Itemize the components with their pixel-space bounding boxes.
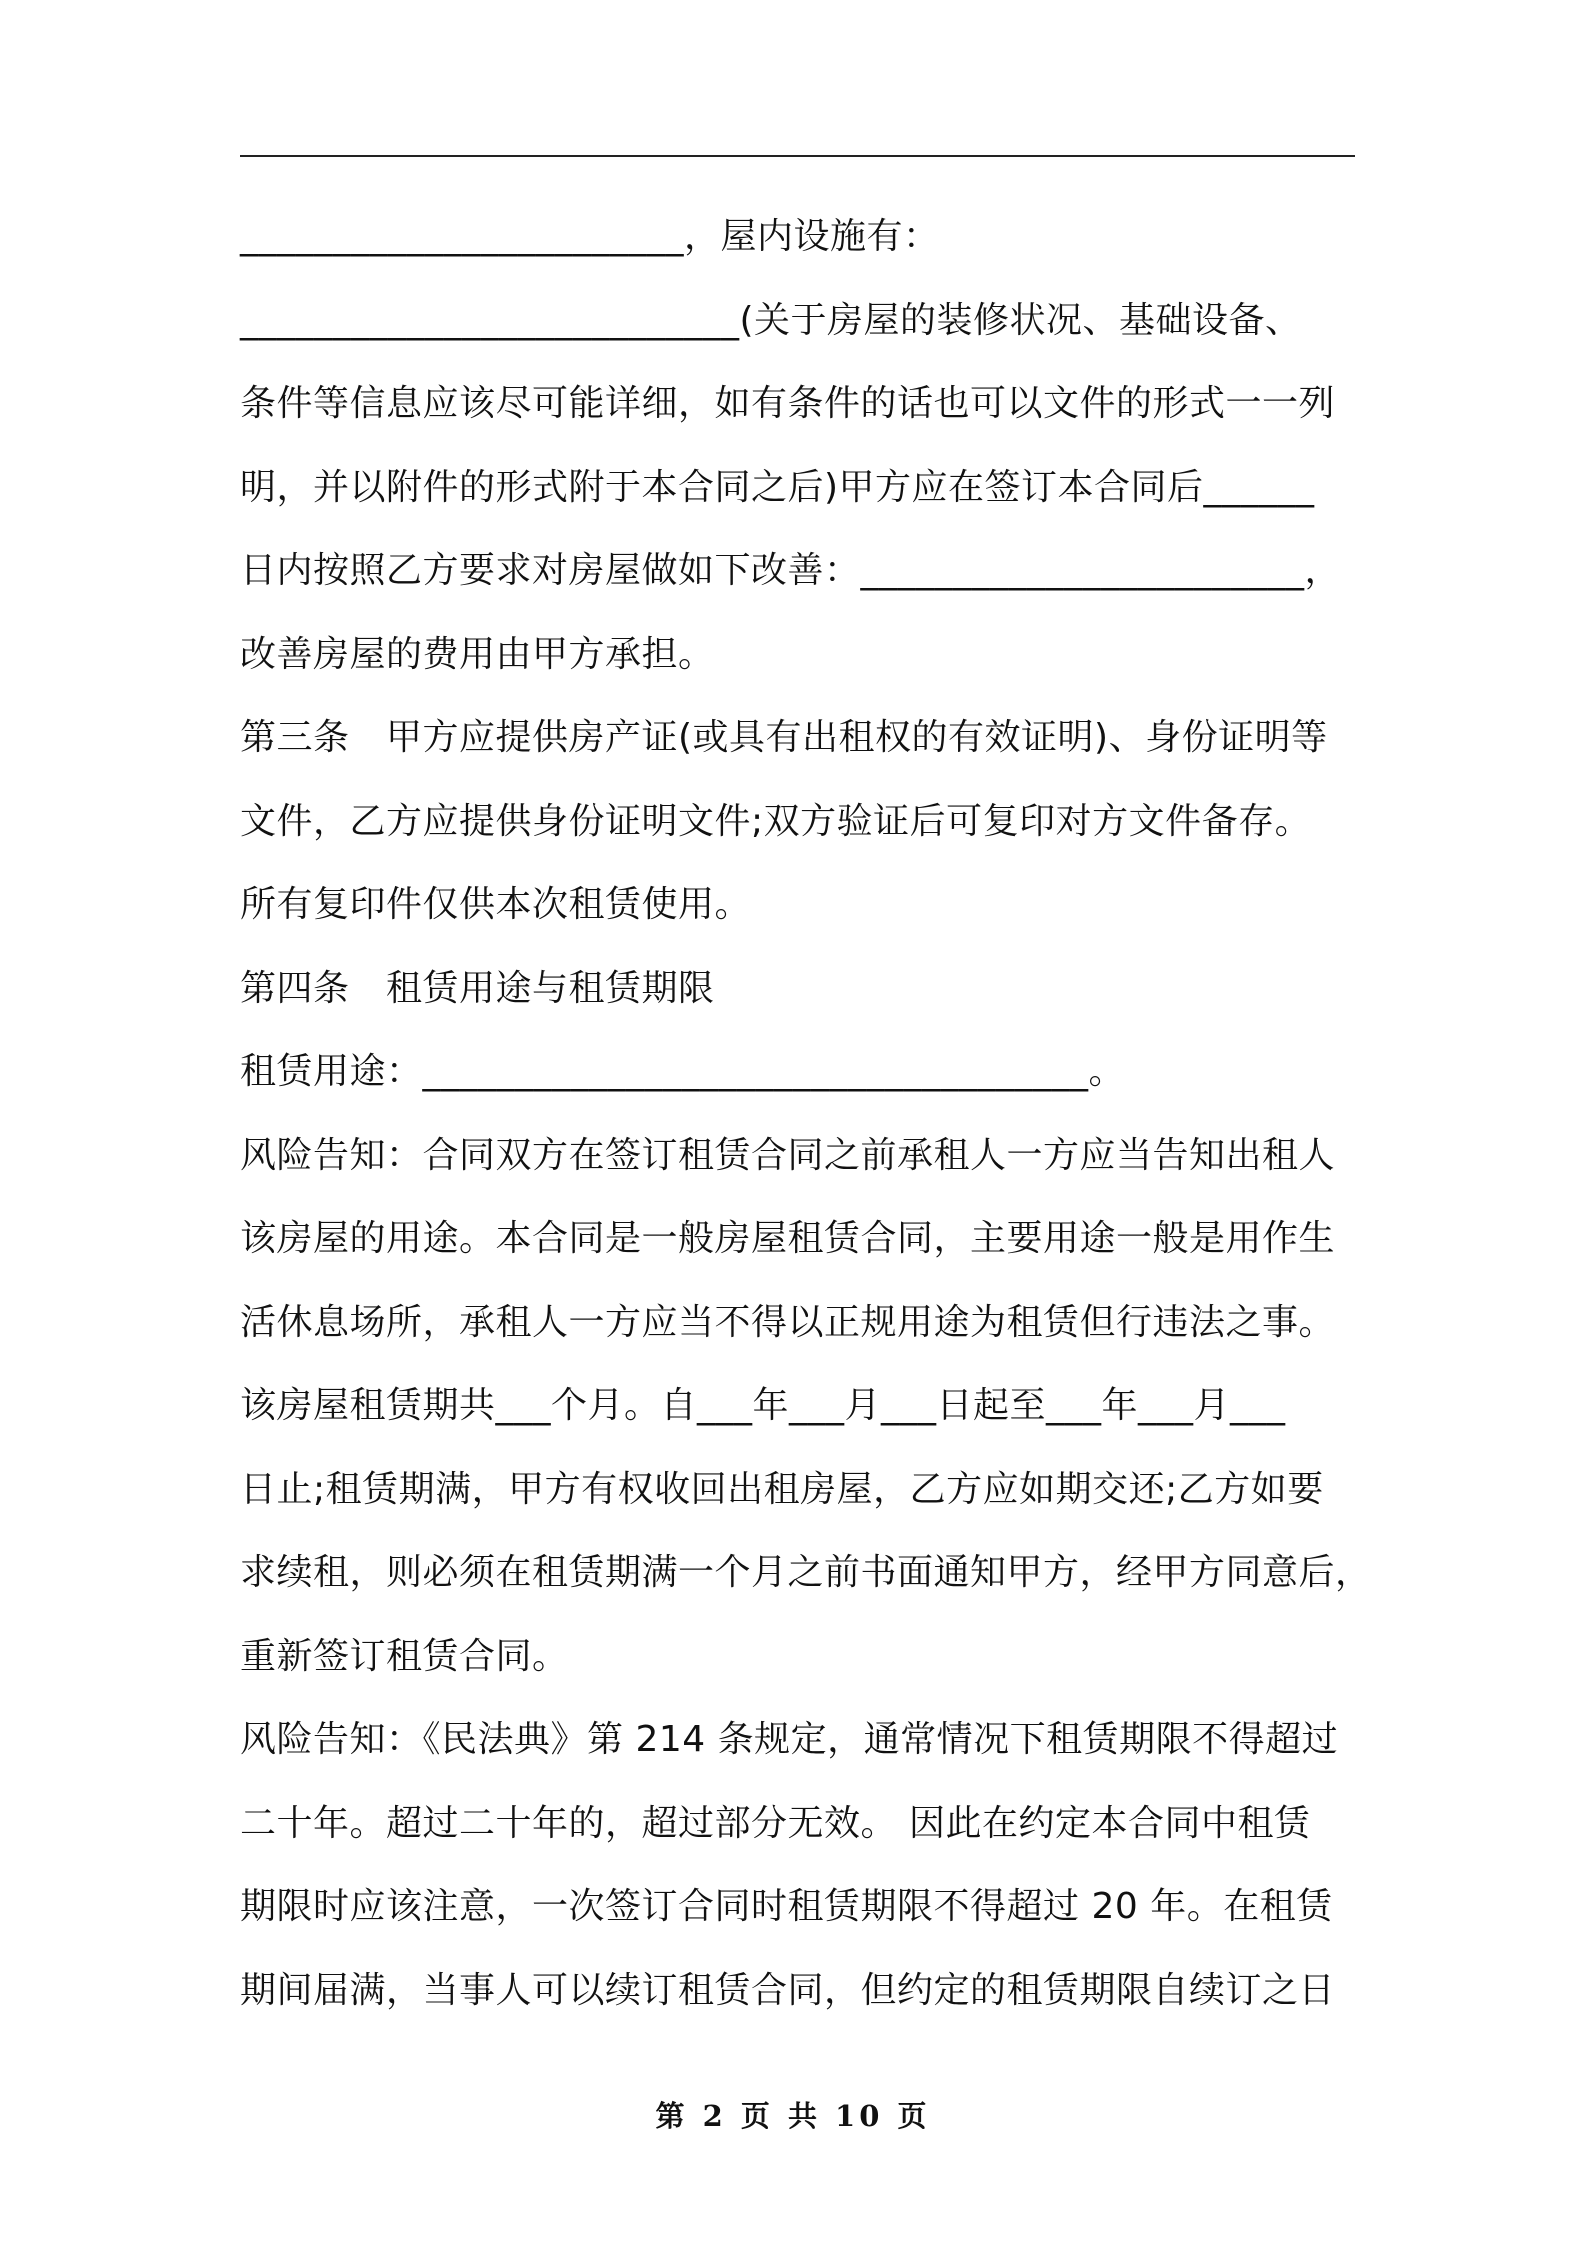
text-line: 二十年。超过二十年的，超过部分无效。 因此在约定本合同中租赁 bbox=[240, 1802, 1311, 1844]
text-line: 该房屋的用途。本合同是一般房屋租赁合同，主要用途一般是用作生 bbox=[240, 1218, 1336, 1259]
lease-purpose-line: 租赁用途：____________________________________。 bbox=[240, 1051, 1126, 1092]
text-line: ________________________，屋内设施有： bbox=[240, 216, 940, 257]
text-line: 活休息场所，承租人一方应当不得以正规用途为租赁但行违法之事。 bbox=[240, 1301, 1336, 1343]
text-line: 改善房屋的费用由甲方承担。 bbox=[240, 633, 715, 675]
article-4-heading: 第四条 租赁用途与租赁期限 bbox=[240, 967, 715, 1009]
risk-notice-line: 风险告知：《民法典》第 214 条规定，通常情况下租赁期限不得超过 bbox=[240, 1719, 1339, 1760]
risk-notice-line: 风险告知：合同双方在签订租赁合同之前承租人一方应当告知出租人 bbox=[240, 1134, 1336, 1176]
document-body bbox=[240, 195, 1370, 2032]
text-line: 日止;租赁期满，甲方有权收回出租房屋，乙方应如期交还;乙方如要 bbox=[240, 1468, 1324, 1510]
page-number: 第 2 页 共 10 页 bbox=[655, 2099, 931, 2133]
text-line: 期限时应该注意，一次签订合同时租赁期限不得超过 20 年。在租赁 bbox=[240, 1886, 1333, 1927]
text-line: 条件等信息应该尽可能详细，如有条件的话也可以文件的形式一一列 bbox=[240, 383, 1336, 424]
text-line: ___________________________(关于房屋的装修状况、基础设备、 bbox=[240, 299, 1302, 341]
text-line: 重新签订租赁合同。 bbox=[240, 1635, 569, 1677]
text-line: 所有复印件仅供本次租赁使用。 bbox=[240, 884, 752, 925]
text-line: 求续租，则必须在租赁期满一个月之前书面通知甲方，经甲方同意后， bbox=[240, 1552, 1372, 1593]
text-line: 文件，乙方应提供身份证明文件;双方验证后可复印对方文件备存。 bbox=[240, 800, 1312, 842]
header-rule bbox=[240, 155, 1355, 157]
article-3-line: 第三条 甲方应提供房产证(或具有出租权的有效证明)、身份证明等 bbox=[240, 717, 1328, 758]
lease-term-line: 该房屋租赁期共___个月。自___年___月___日起至___年___月___ bbox=[240, 1385, 1286, 1426]
text-line: 期间届满，当事人可以续订租赁合同，但约定的租赁期限自续订之日 bbox=[240, 1969, 1336, 2011]
text-line: 明，并以附件的形式附于本合同之后)甲方应在签订本合同后______ bbox=[240, 466, 1315, 508]
text-line: 日内按照乙方要求对房屋做如下改善：________________________， bbox=[240, 550, 1342, 591]
